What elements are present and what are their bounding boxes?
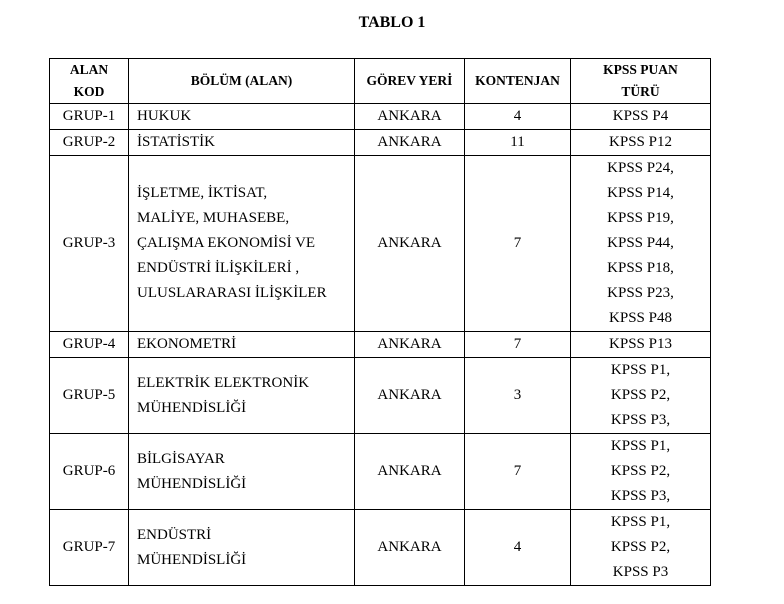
table-row bbox=[50, 104, 711, 130]
cell-kod: GRUP-3 bbox=[50, 156, 129, 332]
table-row bbox=[50, 130, 711, 156]
cell-bolum: ENDÜSTRİ MÜHENDİSLİĞİ bbox=[129, 510, 355, 586]
cell-kontenjan: 11 bbox=[465, 130, 571, 156]
cell-gorev-yeri: ANKARA bbox=[355, 332, 465, 358]
cell-kpss: KPSS P4 bbox=[571, 104, 711, 130]
cell-kod: GRUP-4 bbox=[50, 332, 129, 358]
cell-bolum: HUKUK bbox=[129, 104, 355, 130]
table-row bbox=[50, 510, 711, 586]
cell-bolum: EKONOMETRİ bbox=[129, 332, 355, 358]
table-row bbox=[50, 332, 711, 358]
cell-kpss: KPSS P1, KPSS P2, KPSS P3, bbox=[571, 434, 711, 510]
table-row bbox=[50, 156, 711, 332]
table-row bbox=[50, 434, 711, 510]
cell-bolum: İSTATİSTİK bbox=[129, 130, 355, 156]
cell-gorev-yeri: ANKARA bbox=[355, 434, 465, 510]
header-kontenjan: KONTENJAN bbox=[465, 59, 571, 104]
cell-kpss: KPSS P24, KPSS P14, KPSS P19, KPSS P44, KPSS P18, KPSS P23, KPSS P48 bbox=[571, 156, 711, 332]
cell-kpss: KPSS P1, KPSS P2, KPSS P3, bbox=[571, 358, 711, 434]
header-row bbox=[50, 59, 711, 104]
cell-bolum: İŞLETME, İKTİSAT, MALİYE, MUHASEBE, ÇALIŞMA EKONOMİSİ VE ENDÜSTRİ İLİŞKİLERİ , ULUSLARARASI İLİŞKİLER bbox=[129, 156, 355, 332]
kontenjan-table bbox=[49, 58, 711, 586]
header-bolum: BÖLÜM (ALAN) bbox=[129, 59, 355, 104]
cell-gorev-yeri: ANKARA bbox=[355, 130, 465, 156]
cell-gorev-yeri: ANKARA bbox=[355, 358, 465, 434]
cell-kod: GRUP-6 bbox=[50, 434, 129, 510]
cell-kontenjan: 4 bbox=[465, 104, 571, 130]
cell-gorev-yeri: ANKARA bbox=[355, 104, 465, 130]
cell-kontenjan: 4 bbox=[465, 510, 571, 586]
cell-kontenjan: 7 bbox=[465, 156, 571, 332]
cell-kpss: KPSS P1, KPSS P2, KPSS P3 bbox=[571, 510, 711, 586]
table-row bbox=[50, 358, 711, 434]
cell-gorev-yeri: ANKARA bbox=[355, 510, 465, 586]
cell-kontenjan: 7 bbox=[465, 434, 571, 510]
table-title: TABLO 1 bbox=[358, 14, 426, 31]
cell-kod: GRUP-7 bbox=[50, 510, 129, 586]
cell-kod: GRUP-2 bbox=[50, 130, 129, 156]
cell-gorev-yeri: ANKARA bbox=[355, 156, 465, 332]
cell-kpss: KPSS P12 bbox=[571, 130, 711, 156]
header-gorev-yeri: GÖREV YERİ bbox=[355, 59, 465, 104]
cell-kpss: KPSS P13 bbox=[571, 332, 711, 358]
cell-kontenjan: 3 bbox=[465, 358, 571, 434]
header-alan-kod: ALAN KOD bbox=[50, 59, 129, 104]
cell-bolum: ELEKTRİK ELEKTRONİK MÜHENDİSLİĞİ bbox=[129, 358, 355, 434]
cell-kod: GRUP-5 bbox=[50, 358, 129, 434]
cell-kod: GRUP-1 bbox=[50, 104, 129, 130]
cell-kontenjan: 7 bbox=[465, 332, 571, 358]
cell-bolum: BİLGİSAYAR MÜHENDİSLİĞİ bbox=[129, 434, 355, 510]
header-kpss-puan-turu: KPSS PUAN TÜRÜ bbox=[571, 59, 711, 104]
